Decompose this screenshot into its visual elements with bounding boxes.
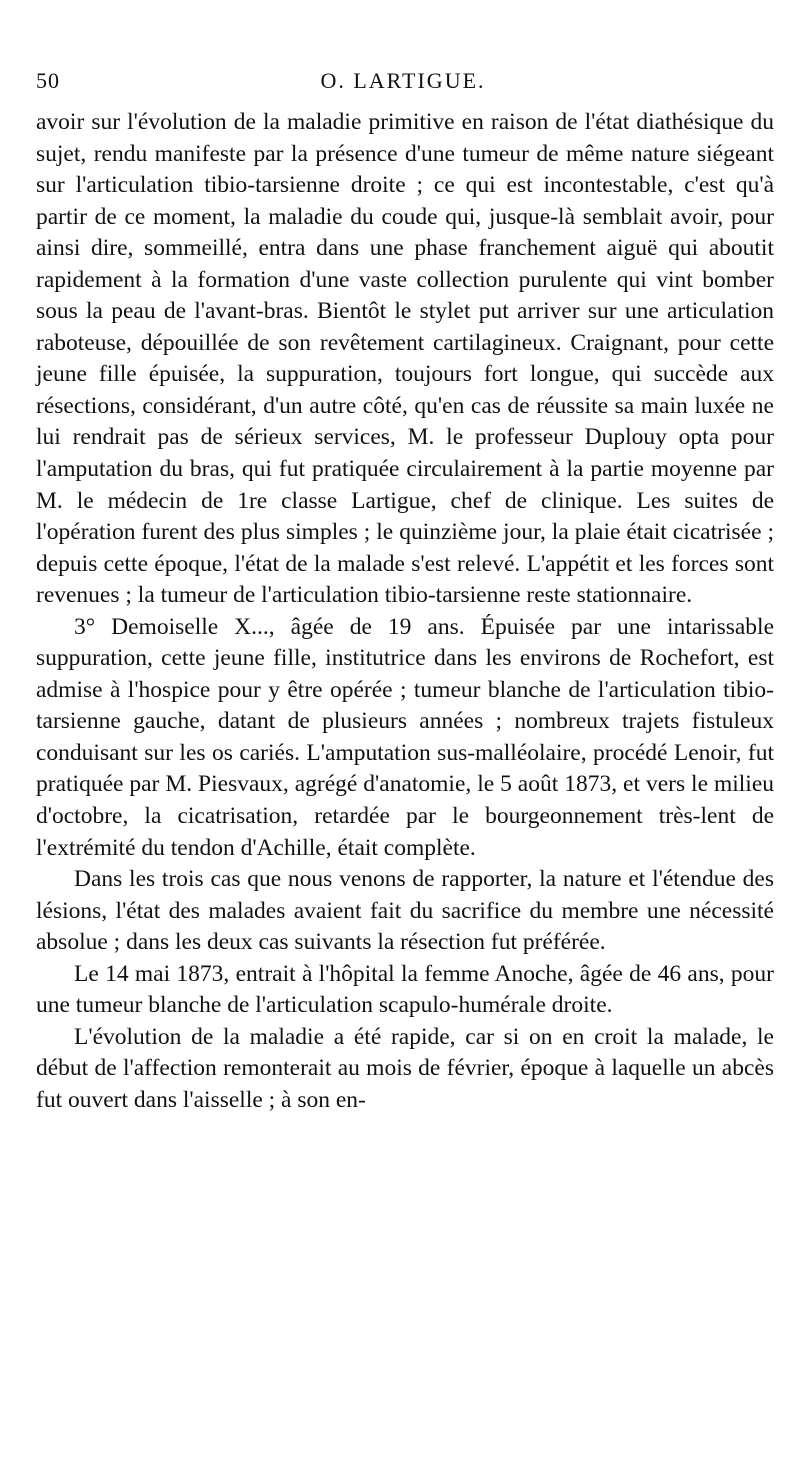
paragraph-case-3: 3° Demoiselle X..., âgée de 19 ans. Épuisée par une intarissable suppuration, cette jeune fille, institutrice dans les environs de Rochefort, est admise à l'hospice pour y être opérée ; tumeur blanche de l'articulation tibio-tarsienne gauche, datant de plusieurs années ; nombreux trajets fistuleux conduisant sur les os cariés. L'amputation sus-malléolaire, procédé Lenoir, fut pratiquée par M. Piesvaux, agrégé d'anatomie, le 5 août 1873, et vers le milieu d'octobre, la cicatrisation, retardée par le bourgeonnement très-lent de l'extrémité du tendon d'Achille, était complète.	[36, 613, 774, 861]
paragraph-summary: Dans les trois cas que nous venons de rapporter, la nature et l'étendue des lésions, l'état des malades avaient fait du sacrifice du membre une nécessité absolue ; dans les deux cas suivants la résection fut préférée.	[36, 866, 774, 956]
page-number: 50	[36, 68, 60, 93]
running-title: O. LARTIGUE.	[320, 68, 486, 93]
body-text	[36, 107, 774, 1117]
paragraph-evolution: L'évolution de la maladie a été rapide, car si on en croit la malade, le début de l'affection remonterait au mois de février, époque à laquelle un abcès fut ouvert dans l'aisselle ; à son en-	[36, 1023, 774, 1113]
running-head	[36, 68, 770, 98]
paragraph-continuation: avoir sur l'évolution de la maladie primitive en raison de l'état diathésique du sujet, rendu manifeste par la présence d'une tumeur de même nature siégeant sur l'articulation tibio-tarsienne droite ; ce qui est incontestable, c'est qu'à partir de ce moment, la maladie du coude qui, jusque-là semblait avoir, pour ainsi dire, sommeillé, entra dans une phase franchement aiguë qui aboutit rapidement à la formation d'une vaste collection purulente qui vint bomber sous la peau de l'avant-bras. Bientôt le stylet put arriver sur une articulation raboteuse, dépouillée de son revêtement cartilagineux. Craignant, pour cette jeune fille épuisée, la suppuration, toujours fort longue, qui succède aux résections, considérant, d'un autre côté, qu'en cas de réussite sa main luxée ne lui rendrait pas de sérieux services, M. le professeur Duplouy opta pour l'amputation du bras, qui fut pratiquée circulairement à la partie moyenne par M. le médecin de 1re classe Lartigue, chef de clinique. Les suites de l'opération furent des plus simples ; le quinzième jour, la plaie était cicatrisée ; depuis cette époque, l'état de la malade s'est relevé. L'appétit et les forces sont revenues ; la tumeur de l'articulation tibio-tarsienne reste stationnaire.	[36, 109, 774, 609]
paragraph-case-anoche: Le 14 mai 1873, entrait à l'hôpital la femme Anoche, âgée de 46 ans, pour une tumeur blanche de l'articulation scapulo-humérale droite.	[36, 960, 774, 1019]
